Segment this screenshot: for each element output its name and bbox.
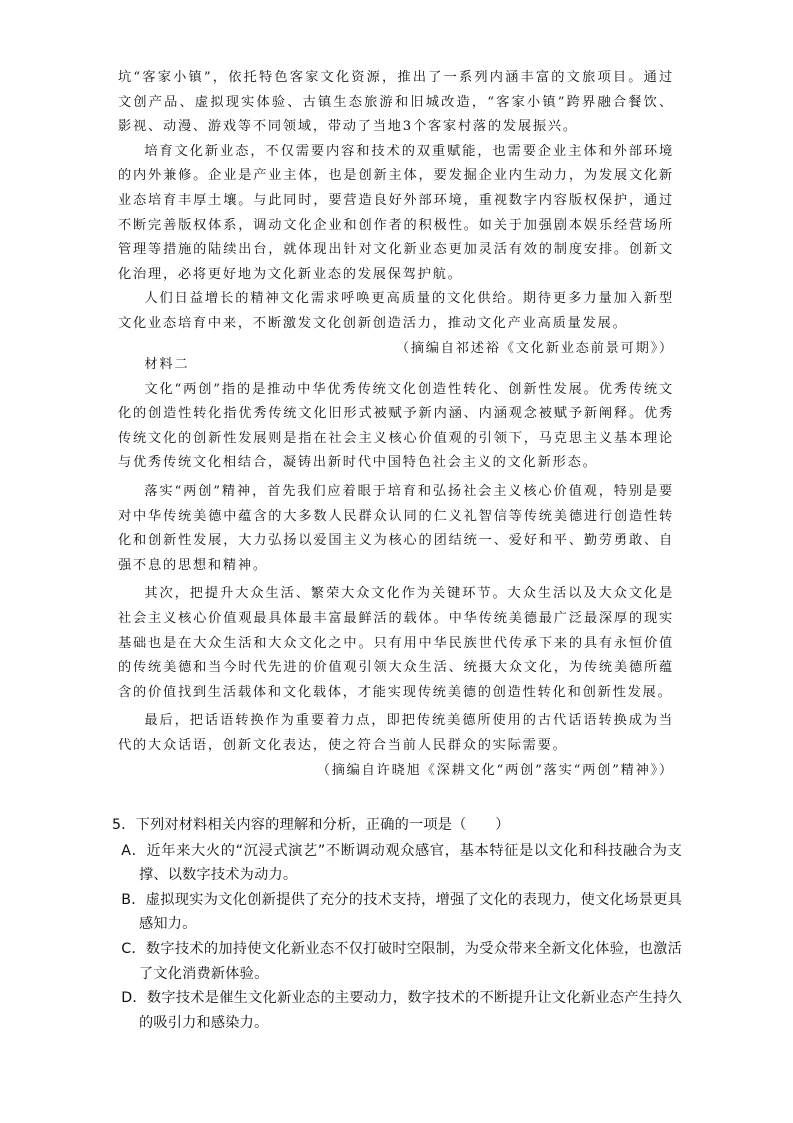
material-two-paragraph: 落实“两创”精神，首先我们应着眼于培育和弘扬社会主义核心价值观，特别是要对中华传统美德中蕴含的大多数人民群众认同的仁义礼智信等传统美德进行创造性转化和创新性发展，大力弘扬以爱国主义为核心的团结统一、爱好和平、勤劳勇敢、自强不息的思想和精神。 <box>118 483 674 573</box>
material-two-paragraph: 最后，把话语转换作为重要着力点，即把传统美德所使用的古代话语转换成为当代的大众话语，创新文化表达，使之符合当前人民群众的实际需要。 <box>118 713 674 753</box>
option-d[interactable]: D．数字技术是催生文化新业态的主要动力，数字技术的不断提升让文化新业态产生持久的吸引力和感染力。 <box>121 990 682 1031</box>
material-one-paragraph: 人们日益增长的精神文化需求呼唤更高质量的文化供给。期待更多力量加入新型文化业态培育中来，不断激发文化创新创造活力，推动文化产业高质量发展。 <box>118 291 674 331</box>
option-b[interactable]: B．虚拟现实为文化创新提供了充分的技术支持，增强了文化的表现力，使文化场景更具感知力。 <box>121 891 682 933</box>
material-one-source: （摘编自祁述裕《文化新业态前景可期》） <box>395 340 674 356</box>
material-two-text <box>118 353 674 783</box>
question-five <box>112 813 682 1035</box>
material-one-text <box>118 66 674 361</box>
material-two-source: （摘编自许晓旭《深耕文化“两创”落实“两创”精神》） <box>316 762 674 778</box>
material-two-heading: 材料二 <box>144 357 190 372</box>
question-stem: 5．下列对材料相关内容的理解和分析，正确的一项是（ ） <box>112 817 510 833</box>
material-two-paragraph: 文化“两创”指的是推动中华优秀传统文化创造性转化、创新性发展。优秀传统文化的创造性转化指优秀传统文化旧形式被赋予新内涵、内涵观念被赋予新阐释。优秀传统文化的创新性发展则是指在社会主义核心价值观的引领下，马克思主义基本理论与优秀传统文化相结合，凝铸出新时代中国特色社会主义的文化新形态。 <box>118 381 674 471</box>
material-one-paragraph: 培育文化新业态，不仅需要内容和技术的双重赋能，也需要企业主体和外部环境的内外兼修。企业是产业主体，也是创新主体，要发掘企业内生动力，为发展文化新业态培育丰厚土壤。与此同时，要营造良好外部环境，重视数字内容版权保护，通过不断完善版权体系，调动文化企业和创作者的积极性。如关于加强剧本娱乐经营场所管理等措施的陆续出台，就体现出针对文化新业态更加灵活有效的制度安排。创新文化治理，必将更好地为文化新业态的发展保驾护航。 <box>118 143 674 282</box>
option-c[interactable]: C．数字技术的加持使文化新业态不仅打破时空限制，为受众带来全新文化体验，也激活了文化消费新体验。 <box>121 940 682 982</box>
material-one-paragraph: 坑“客家小镇”，依托特色客家文化资源，推出了一系列内涵丰富的文旅项目。通过文创产品、虚拟现实体验、古镇生态旅游和旧城改造，“客家小镇”跨界融合餐饮、影视、动漫、游戏等不同领域，带动了当地3个客家村落的发展振兴。 <box>118 70 674 135</box>
material-two-paragraph: 其次，把提升大众生活、繁荣大众文化作为关键环节。大众生活以及大众文化是社会主义核心价值观最具体最丰富最鲜活的载体。中华传统美德最广泛最深厚的现实基础也是在大众生活和大众文化之中。只有用中华民族世代传承下来的具有永恒价值的传统美德和当今时代先进的价值观引领大众生活、统摄大众文化，为传统美德所蕴含的价值找到生活载体和文化载体，才能实现传统美德的创造性转化和创新性发展。 <box>118 586 674 700</box>
option-a[interactable]: A．近年来大火的“沉浸式演艺”不断调动观众感官，基本特征是以文化和科技融合为支撑、以数字技术为动力。 <box>121 842 682 884</box>
